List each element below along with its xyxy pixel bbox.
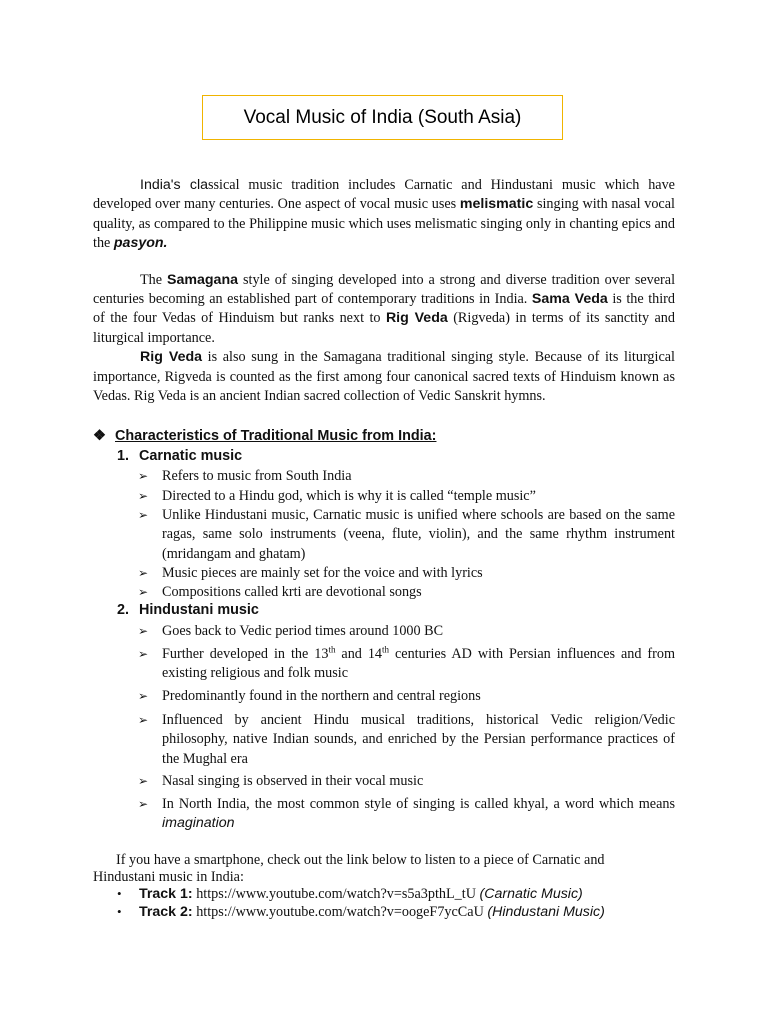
document-title — [202, 95, 563, 140]
arrow-bullet-icon: ➢ — [138, 508, 149, 522]
list-item-text: Unlike Hindustani music, Carnatic music is unified where schools are based on the same ragas, same solo instruments (veena, flute, violin), and the same rhythm instrument (mridangam and ghatam) — [162, 507, 675, 562]
term-melismatic: melismatic — [459, 196, 534, 213]
hindustani-item — [138, 772, 675, 791]
term-sama-veda: Sama Veda — [531, 291, 608, 308]
hindustani-item — [138, 687, 675, 706]
track-1 — [117, 886, 583, 903]
intro-text-run: (Rigveda) in terms of its sanctity and liturgical importance. — [93, 310, 675, 346]
intro-paragraph-1 — [93, 176, 675, 254]
closing-text — [93, 852, 675, 886]
term-imagination: imagination — [162, 815, 235, 832]
track-link[interactable]: https://www.youtube.com/watch?v=s5a3pthL_tU — [196, 886, 476, 902]
term-pasyon: pasyon. — [113, 235, 168, 252]
list-item-text: Music pieces are mainly set for the voice and with lyrics — [162, 565, 483, 581]
hindustani-item — [138, 711, 675, 769]
carnatic-item — [138, 487, 675, 506]
arrow-bullet-icon: ➢ — [138, 489, 149, 503]
intro-lead: India's cla — [140, 177, 208, 193]
list-item-text: Compositions called krti are devotional songs — [162, 584, 422, 600]
list-number: 2. — [117, 602, 130, 618]
track-name: (Hindustani Music) — [487, 904, 605, 920]
text-run: centuries AD with Persian influences and from existing religious and folk music — [162, 646, 675, 682]
hindustani-heading-text: Hindustani music — [139, 602, 259, 618]
track-name: (Carnatic Music) — [479, 886, 583, 902]
arrow-bullet-icon: ➢ — [138, 713, 149, 727]
track-label: Track 1: — [139, 886, 193, 902]
carnatic-item — [138, 506, 675, 564]
section-heading — [93, 428, 436, 444]
track-label: Track 2: — [139, 904, 193, 920]
hindustani-item — [138, 622, 675, 641]
intro-text-run: singing with nasal vocal quality, as compared to the Philippine music which uses melismatic singing only in chanting epics and the — [93, 196, 675, 252]
arrow-bullet-icon: ➢ — [138, 797, 149, 811]
intro-paragraph-3 — [93, 348, 675, 406]
closing-line-2: Hindustani music in India: — [93, 869, 244, 885]
round-bullet-icon: • — [117, 904, 122, 919]
list-number: 1. — [117, 448, 130, 464]
list-item-text: Goes back to Vedic period times around 1000 BC — [162, 623, 444, 639]
intro-text-run: style of singing developed into a strong and diverse tradition over several centuries becoming an established part of contemporary traditions in India. — [93, 271, 676, 308]
hindustani-heading — [117, 602, 259, 618]
text-run: and 14 — [335, 646, 383, 662]
intro-text-run: The — [140, 271, 168, 288]
diamond-bullet-icon: ❖ — [93, 428, 106, 444]
carnatic-item — [138, 564, 675, 583]
track-link[interactable]: https://www.youtube.com/watch?v=oogeF7ycCaU — [196, 904, 484, 920]
arrow-bullet-icon: ➢ — [138, 689, 149, 703]
term-samagana: Samagana — [167, 271, 239, 288]
arrow-bullet-icon: ➢ — [138, 647, 149, 661]
list-item-text: Predominantly found in the northern and central regions — [162, 688, 481, 704]
arrow-bullet-icon: ➢ — [138, 469, 149, 483]
section-heading-text: Characteristics of Traditional Music from India: — [115, 428, 437, 444]
text-run: Further developed in the 13 — [162, 646, 329, 662]
carnatic-item — [138, 467, 675, 486]
hindustani-item — [138, 645, 675, 684]
intro-text-run: is also sung in the Samagana traditional singing style. Because of its liturgical importance, Rigveda is counted as the first among four canonical sacred texts of Hinduism known as Vedas. Rig Veda is an ancient Indian sacred collection of Vedic Sanskrit hymns. — [93, 349, 675, 405]
term-rig-veda: Rig Veda — [140, 349, 203, 366]
superscript: th — [328, 644, 336, 655]
carnatic-heading-text: Carnatic music — [139, 448, 243, 464]
track-2 — [117, 904, 605, 921]
arrow-bullet-icon: ➢ — [138, 566, 149, 580]
closing-line-1: If you have a smartphone, check out the link below to listen to a piece of Carnatic and — [116, 852, 605, 868]
intro-text-run: is the third of the four Vedas of Hinduism but ranks next to — [93, 291, 675, 327]
intro-text — [93, 176, 675, 406]
list-item-text: Nasal singing is observed in their vocal music — [162, 773, 424, 789]
arrow-bullet-icon: ➢ — [138, 624, 149, 638]
list-item-text: Refers to music from South India — [162, 468, 352, 484]
list-item-text: Influenced by ancient Hindu musical traditions, historical Vedic religion/Vedic philosophy, native Indian sounds, and enriched by the Persian performance practices of the Mughal era — [162, 712, 675, 767]
round-bullet-icon: • — [117, 886, 122, 901]
list-item-text — [162, 795, 675, 834]
list-item-text — [162, 645, 675, 684]
hindustani-item — [138, 795, 675, 834]
intro-text-run: ssical music tradition includes Carnatic and Hindustani music which have developed over many centuries. One aspect of vocal music uses — [93, 177, 675, 213]
arrow-bullet-icon: ➢ — [138, 774, 149, 788]
carnatic-item — [138, 583, 675, 602]
list-item-text: Directed to a Hindu god, which is why it is called “temple music” — [162, 488, 536, 504]
title-text: Vocal Music of India (South Asia) — [243, 106, 522, 128]
carnatic-heading — [117, 448, 242, 464]
superscript: th — [382, 644, 390, 655]
term-rig-veda: Rig Veda — [385, 310, 448, 327]
paragraph-gap — [93, 254, 675, 271]
text-run: In North India, the most common style of singing is called khyal, a word which means — [162, 796, 675, 812]
intro-paragraph-2 — [93, 271, 675, 349]
arrow-bullet-icon: ➢ — [138, 585, 149, 599]
